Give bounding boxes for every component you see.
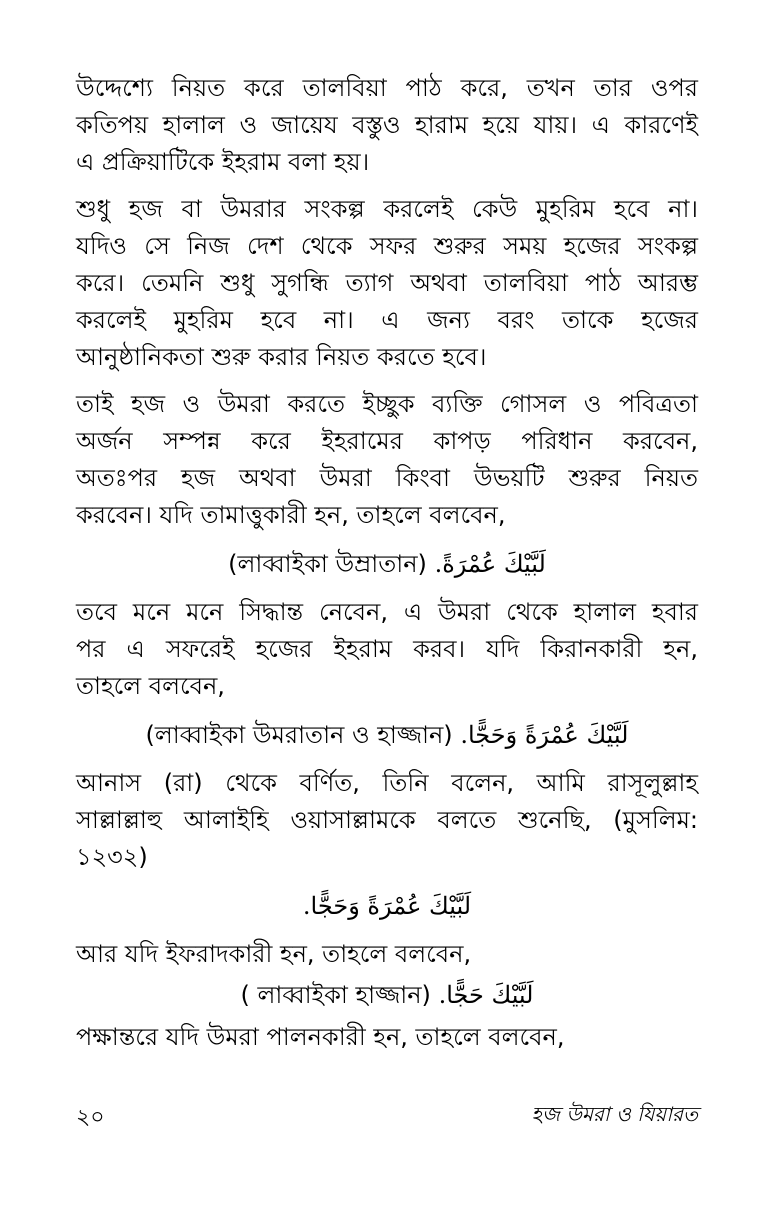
paragraph-ihram-definition bbox=[76, 70, 698, 181]
text-line: তবে মনে মনে সিদ্ধান্ত নেবেন, এ উমরা থেকে হালাল হবার bbox=[76, 598, 698, 626]
text-line: উদ্দেশ্যে নিয়ত করে তালবিয়া পাঠ করে, তখন তার ওপর bbox=[76, 74, 698, 102]
text-line: শুধু হজ বা উমরার সংকল্প করলেই কেউ মুহরিম হবে না। bbox=[76, 195, 698, 223]
talbiya-transliteration: ( লাব্বাইকা হাজ্জান) bbox=[240, 981, 431, 1009]
talbiya-transliteration: (লাব্বাইকা উম্রাতান) bbox=[228, 550, 427, 578]
text-line: সাল্লাল্লাহু আলাইহি ওয়াসাল্লামকে বলতে শুনেছি, (মুসলিম: bbox=[76, 806, 698, 834]
text-line: পক্ষান্তরে যদি উমরা পালনকারী হন, তাহলে বলবেন, bbox=[76, 1023, 565, 1051]
text-line: অতঃপর হজ অথবা উমরা কিংবা উভয়টি শুরুর নিয়ত bbox=[76, 464, 698, 492]
text-line: তাহলে বলবেন, bbox=[76, 672, 225, 700]
page-footer bbox=[76, 1100, 698, 1136]
paragraph-procedure bbox=[76, 386, 698, 534]
text-line: অর্জন সম্পন্ন করে ইহরামের কাপড় পরিধান করবেন, bbox=[76, 427, 698, 455]
text-line: আনাস (রা) থেকে বর্ণিত, তিনি বলেন, আমি রাসূলুল্লাহ bbox=[76, 769, 698, 797]
talbiya-arabic: لَبَّيْكَ عُمْرَةً. bbox=[434, 550, 546, 578]
talbiya-arabic: لَبَّيْكَ عُمْرَةً وَحَجًّا. bbox=[302, 892, 472, 920]
text-line: তাই হজ ও উমরা করতে ইচ্ছুক ব্যক্তি গোসল ও পবিত্রতা bbox=[76, 390, 698, 418]
paragraph-ifrad bbox=[76, 936, 698, 973]
text-line: এ প্রক্রিয়াটিকে ইহরাম বলা হয়। bbox=[76, 148, 370, 176]
talbiya-arabic: لَبَّيْكَ حَجًّا. bbox=[438, 981, 534, 1009]
text-line: করলেই মুহরিম হবে না। এ জন্য বরং তাকে হজের bbox=[76, 306, 698, 334]
text-line: করে। তেমনি শুধু সুগন্ধি ত্যাগ অথবা তালবিয়া পাঠ আরম্ভ bbox=[76, 269, 698, 297]
text-line: আর যদি ইফরাদকারী হন, তাহলে বলবেন, bbox=[76, 940, 472, 968]
page-number: ২০ bbox=[76, 1105, 105, 1130]
text-line: করবেন। যদি তামাত্তুকারী হন, তাহলে বলবেন, bbox=[76, 501, 506, 529]
talbiya-umrah bbox=[76, 544, 698, 584]
talbiya-qiran bbox=[76, 715, 698, 755]
text-line: আনুষ্ঠানিকতা শুরু করার নিয়ত করতে হবে। bbox=[76, 343, 487, 371]
text-line: ১২৩২) bbox=[76, 843, 148, 871]
page-body bbox=[76, 70, 698, 1066]
text-line: কতিপয় হালাল ও জায়েয বস্তুও হারাম হয়ে যায়। এ কারণেই bbox=[76, 111, 698, 139]
talbiya-transliteration: (লাব্বাইকা উমরাতান ও হাজ্জান) bbox=[145, 721, 453, 749]
talbiya-ifrad bbox=[76, 975, 698, 1015]
paragraph-intention bbox=[76, 191, 698, 376]
text-line: যদিও সে নিজ দেশ থেকে সফর শুরুর সময় হজের সংকল্প bbox=[76, 232, 698, 260]
talbiya-arabic: لَبَّيْكَ عُمْرَةً وَحَجًّا. bbox=[460, 721, 629, 749]
book-title: হজ উমরা ও যিয়ারত bbox=[531, 1102, 698, 1126]
paragraph-qiran bbox=[76, 594, 698, 705]
paragraph-hadith bbox=[76, 765, 698, 876]
paragraph-umrah-only bbox=[76, 1019, 698, 1056]
talbiya-hadith bbox=[76, 886, 698, 926]
text-line: পর এ সফরেই হজের ইহরাম করব। যদি কিরানকারী হন, bbox=[76, 635, 698, 663]
